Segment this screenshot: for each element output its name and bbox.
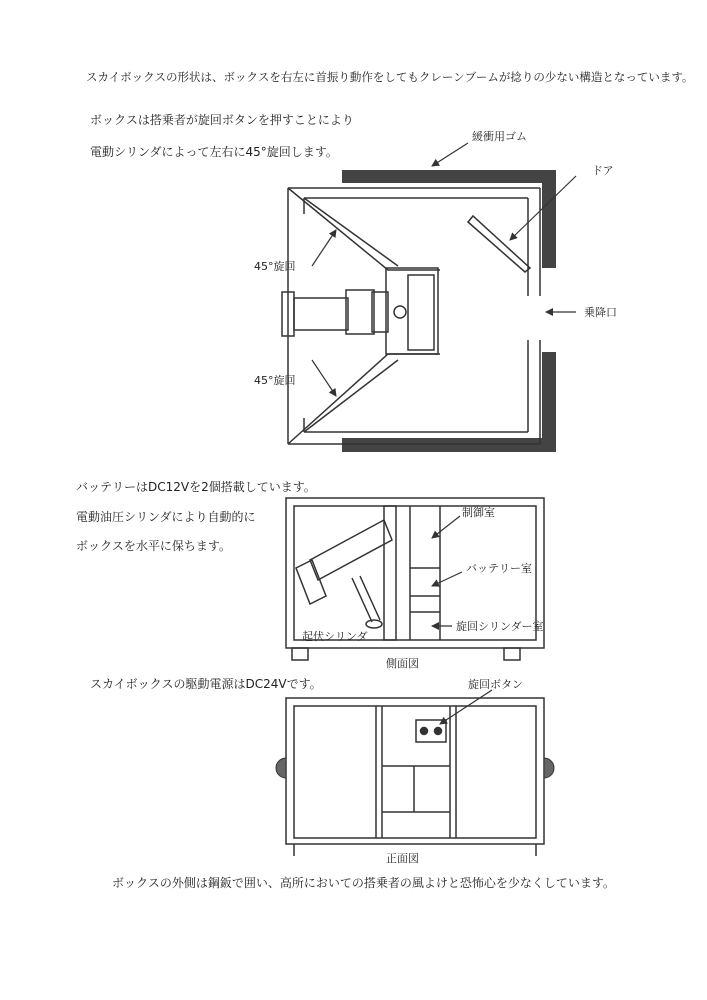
- label-lift-cylinder: 起伏シリンダ: [302, 630, 368, 643]
- door: [468, 216, 530, 272]
- side-view-title: 側面図: [386, 657, 419, 670]
- label-battery-room: バッテリー室: [466, 562, 532, 575]
- battery-text: バッテリーはDC12Vを2個搭載しています。: [76, 480, 316, 494]
- label-rotation-button: 旋回ボタン: [468, 678, 523, 691]
- hydraulic-text-line1: 電動油圧シリンダにより自動的に: [76, 510, 256, 524]
- top-view: [282, 170, 556, 452]
- label-cushion-rubber: 緩衝用ゴム: [472, 130, 527, 143]
- label-entrance: 乗降口: [584, 306, 617, 319]
- front-view: [286, 698, 544, 856]
- right-roller: [544, 758, 554, 778]
- label-rotation-cylinder-room: 旋回シリンダー室: [456, 620, 544, 633]
- rotate-text-line1: ボックスは搭乗者が旋回ボタンを押すことにより: [90, 113, 354, 127]
- left-roller: [276, 758, 286, 778]
- front-view-title: 正面図: [386, 852, 419, 865]
- label-control-room: 制御室: [462, 506, 495, 519]
- power-text: スカイボックスの駆動電源はDC24Vです。: [90, 677, 322, 691]
- label-door: ドア: [592, 164, 614, 177]
- label-rotate-top: 45°旋回: [254, 260, 296, 273]
- hydraulic-text-line2: ボックスを水平に保ちます。: [76, 539, 231, 553]
- label-rotate-bottom: 45°旋回: [254, 374, 296, 387]
- box-outline: [288, 188, 540, 444]
- cushion-rubber-top: [342, 170, 556, 268]
- rotate-text-line2: 電動シリンダによって左右に45°旋回します。: [90, 145, 338, 159]
- outer-text: ボックスの外側は鋼鈑で囲い、高所においての搭乗者の風よけと恐怖心を少なくしています。: [112, 876, 615, 890]
- intro-text: スカイボックスの形状は、ボックスを右左に首振り動作をしてもクレーンブームが捻りの少ない構造となっています。: [86, 70, 694, 84]
